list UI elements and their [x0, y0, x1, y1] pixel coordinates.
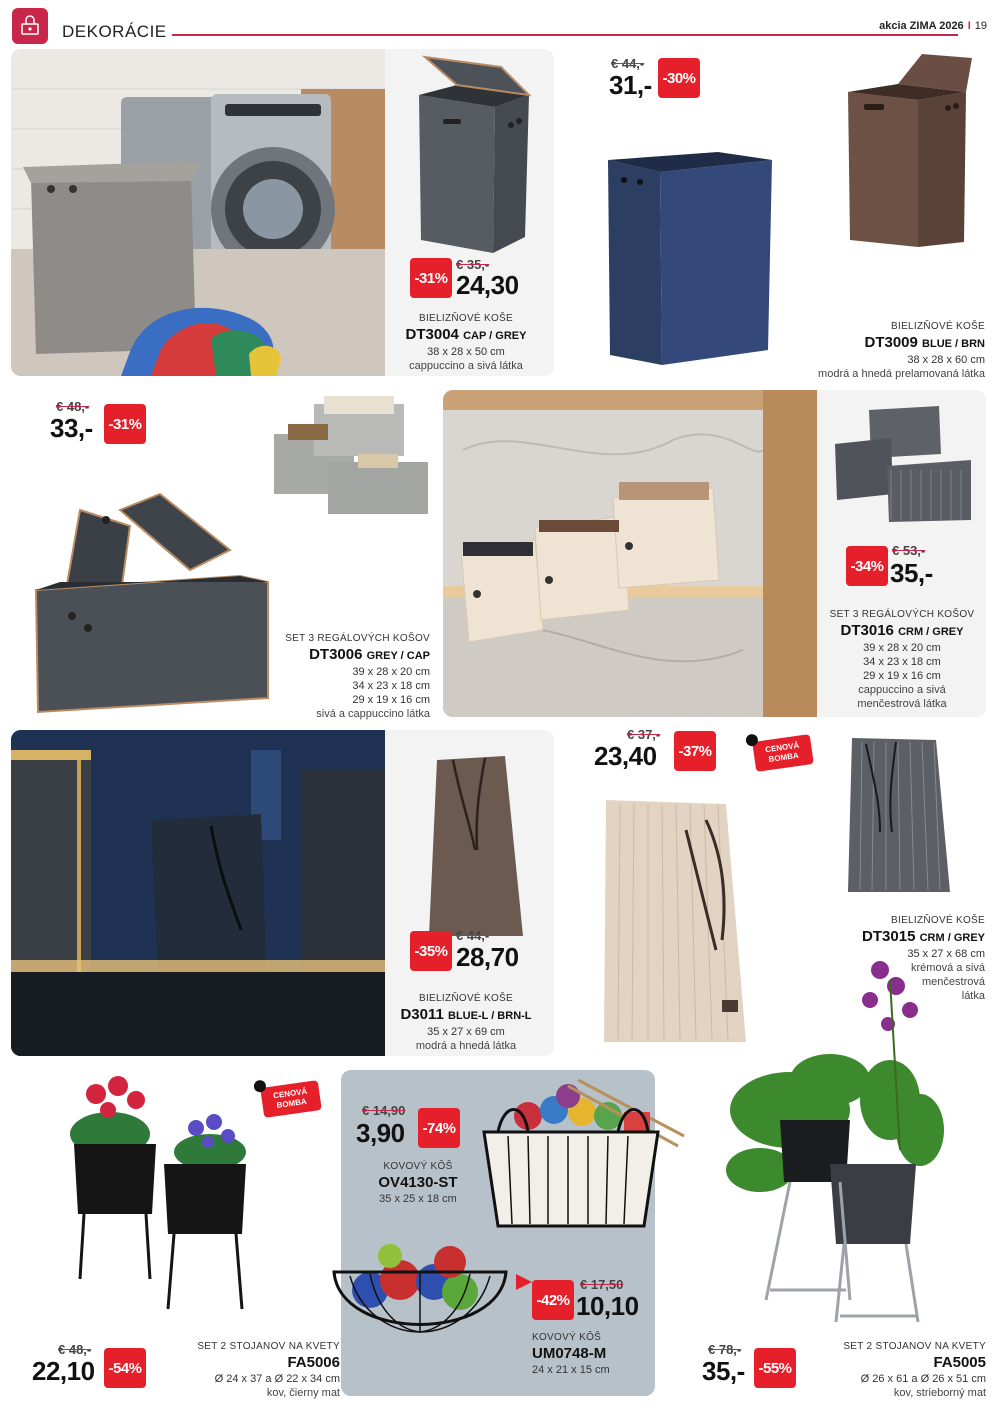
material-dt3004: cappuccino a sivá látka	[409, 360, 523, 372]
code-dt3016	[818, 622, 986, 641]
material-dt3016-2: menčestrová látka	[857, 698, 947, 710]
product-info-ov4130	[360, 1160, 476, 1206]
basket-dt3009-brown-image	[838, 52, 978, 252]
old-price-dt3009: € 44,-	[611, 56, 645, 71]
variant-d3011: BLUE-L / BRN-L	[448, 1010, 532, 1022]
discount-badge-fa5006: -54%	[104, 1348, 146, 1388]
material-dt3009: modrá a hnedá prelamovaná látka	[818, 368, 985, 380]
header-separator: I	[967, 20, 971, 32]
code-d3011	[386, 1006, 546, 1025]
discount-badge-dt3015: -37%	[674, 731, 716, 771]
category-dt3016: SET 3 REGÁLOVÝCH KOŠOV	[829, 609, 975, 620]
dims-dt3016-3: 29 x 19 x 16 cm	[863, 670, 941, 682]
badge-line-1-dt3015: CENOVÁ	[764, 740, 800, 755]
old-price-dt3004: € 35,-	[456, 257, 490, 272]
material-dt3016-1: cappuccino a sivá	[858, 684, 946, 696]
code-text-dt3015: DT3015	[862, 928, 916, 945]
dims-dt3009: 38 x 28 x 60 cm	[907, 354, 985, 366]
category-fa5006: SET 2 STOJANOV NA KVETY	[197, 1341, 340, 1352]
product-info-um0748	[532, 1331, 652, 1377]
wire-basket-ov4130-image	[478, 1076, 688, 1236]
material-dt3015-3: látka	[961, 990, 985, 1002]
basket-dt3009-blue-image	[600, 150, 780, 370]
code-dt3004	[386, 326, 546, 345]
dims-dt3015: 35 x 27 x 68 cm	[907, 948, 985, 960]
code-dt3006	[250, 646, 430, 665]
dims-d3011: 35 x 27 x 69 cm	[427, 1026, 505, 1038]
category-dt3015: BIELIZŇOVÉ KOŠE	[891, 915, 985, 926]
price-dt3006: 33,-	[50, 413, 93, 443]
product-info-d3011	[386, 992, 546, 1053]
category-fa5005: SET 2 STOJANOV NA KVETY	[843, 1341, 986, 1352]
old-price-dt3015: € 37,-	[627, 727, 661, 742]
page-number: 19	[974, 20, 987, 32]
discount-badge-dt3004: -31%	[410, 258, 452, 298]
product-info-dt3009	[780, 320, 985, 381]
price-d3011: 28,70	[456, 942, 519, 972]
discount-badge-dt3016: -34%	[846, 546, 888, 586]
price-dt3015: 23,40	[594, 741, 657, 771]
campaign-name: akcia ZIMA 2026	[879, 20, 964, 32]
price-dt3009: 31,-	[609, 70, 652, 100]
basket-d3011-image	[415, 740, 535, 940]
old-price-dt3016: € 53,-	[892, 543, 926, 558]
variant-dt3006: GREY / CAP	[366, 650, 430, 662]
category-dt3004: BIELIZŇOVÉ KOŠE	[419, 313, 513, 324]
discount-badge-dt3009: -30%	[658, 58, 700, 98]
badge-line-2-fa5006: BOMBA	[276, 1096, 308, 1111]
category-d3011: BIELIZŇOVÉ KOŠE	[419, 993, 513, 1004]
variant-dt3015: CRM / GREY	[919, 932, 985, 944]
dims-dt3016-2: 34 x 23 x 18 cm	[863, 656, 941, 668]
dims-dt3004: 38 x 28 x 50 cm	[427, 346, 505, 358]
plant-stands-fa5006-image	[60, 1064, 270, 1324]
section-title: DEKORÁCIE	[62, 22, 167, 41]
price-fa5006: 22,10	[32, 1356, 95, 1386]
price-fa5005: 35,-	[702, 1356, 745, 1386]
old-price-fa5006: € 48,-	[58, 1342, 92, 1357]
dims-dt3016-1: 39 x 28 x 20 cm	[863, 642, 941, 654]
header-rule	[172, 34, 958, 36]
dims-dt3006-3: 29 x 19 x 16 cm	[352, 694, 430, 706]
basket-dt3015-grey-image	[840, 732, 960, 897]
variant-dt3009: BLUE / BRN	[922, 338, 985, 350]
basket-dt3016-image	[831, 404, 981, 524]
bomb-icon	[745, 733, 759, 747]
dims-fa5006: Ø 24 x 37 a Ø 22 x 34 cm	[214, 1373, 340, 1385]
material-fa5005: kov, strieborný mat	[893, 1387, 986, 1399]
price-ov4130: 3,90	[356, 1118, 405, 1148]
category-um0748: KOVOVÝ KÔŠ	[532, 1332, 602, 1343]
code-text-dt3004: DT3004	[405, 326, 459, 343]
shelf-photo	[443, 390, 817, 717]
old-price-um0748: € 17,50	[580, 1277, 624, 1292]
code-fa5005: FA5005	[933, 1354, 986, 1371]
dims-dt3006-1: 39 x 28 x 20 cm	[352, 666, 430, 678]
plant-stands-fa5005-image	[720, 950, 990, 1330]
category-ov4130: KOVOVÝ KÔŠ	[383, 1161, 453, 1172]
dims-ov4130: 35 x 25 x 18 cm	[379, 1193, 457, 1205]
material-dt3015-2: menčestrová	[922, 976, 985, 988]
campaign-label	[879, 20, 987, 32]
code-text-dt3006: DT3006	[309, 646, 363, 663]
material-fa5006: kov, čierny mat	[266, 1387, 340, 1399]
product-info-dt3004	[386, 312, 546, 373]
dims-um0748: 24 x 21 x 15 cm	[532, 1364, 610, 1376]
old-price-fa5005: € 78,-	[708, 1342, 742, 1357]
discount-badge-um0748: -42%	[532, 1280, 574, 1320]
badge-line-1-fa5006: CENOVÁ	[272, 1086, 308, 1101]
price-dt3016: 35,-	[890, 558, 933, 588]
code-dt3009	[780, 334, 985, 353]
category-dt3009: BIELIZŇOVÉ KOŠE	[891, 321, 985, 332]
material-dt3015-1: krémová a sivá	[911, 962, 985, 974]
product-info-dt3016	[818, 608, 986, 711]
code-fa5006: FA5006	[287, 1354, 340, 1371]
badge-line-2-dt3015: BOMBA	[768, 750, 800, 765]
product-info-fa5005	[818, 1340, 986, 1400]
basket-dt3006-small-image	[268, 388, 438, 518]
old-price-dt3006: € 48,-	[56, 399, 90, 414]
discount-badge-fa5005: -55%	[754, 1348, 796, 1388]
code-text-d3011: D3011	[400, 1006, 444, 1023]
price-um0748: 10,10	[576, 1291, 639, 1321]
dims-dt3006-2: 34 x 23 x 18 cm	[352, 680, 430, 692]
laundry-room-photo	[11, 49, 385, 376]
code-um0748: UM0748-M	[532, 1345, 607, 1362]
code-text-dt3016: DT3016	[840, 622, 894, 639]
code-text-dt3009: DT3009	[864, 334, 918, 351]
old-price-d3011: € 44,-	[456, 928, 490, 943]
price-bomb-badge-dt3015	[752, 734, 814, 772]
material-d3011: modrá a hnedá látka	[415, 1040, 517, 1052]
fruit-bowl-um0748-image	[330, 1232, 510, 1352]
price-dt3004: 24,30	[456, 270, 519, 300]
variant-dt3004: CAP / GREY	[463, 330, 527, 342]
code-ov4130: OV4130-ST	[378, 1174, 458, 1191]
discount-badge-ov4130: -74%	[418, 1108, 460, 1148]
dims-fa5005: Ø 26 x 61 a Ø 26 x 51 cm	[860, 1373, 986, 1385]
basket-dt3006-image	[30, 490, 275, 720]
category-dt3006: SET 3 REGÁLOVÝCH KOŠOV	[285, 633, 430, 644]
code-dt3015	[800, 928, 985, 947]
arrow-icon	[514, 1272, 534, 1292]
bathroom-photo	[11, 730, 385, 1056]
discount-badge-dt3006: -31%	[104, 404, 146, 444]
discount-badge-d3011: -35%	[410, 931, 452, 971]
variant-dt3016: CRM / GREY	[898, 626, 964, 638]
product-info-fa5006	[170, 1340, 340, 1400]
basket-dt3004-image	[407, 55, 537, 255]
category-icon	[12, 8, 48, 44]
old-price-ov4130: € 14,90	[362, 1103, 406, 1118]
product-info-dt3006	[250, 632, 430, 721]
material-dt3006: sivá a cappuccino látka	[316, 708, 430, 720]
